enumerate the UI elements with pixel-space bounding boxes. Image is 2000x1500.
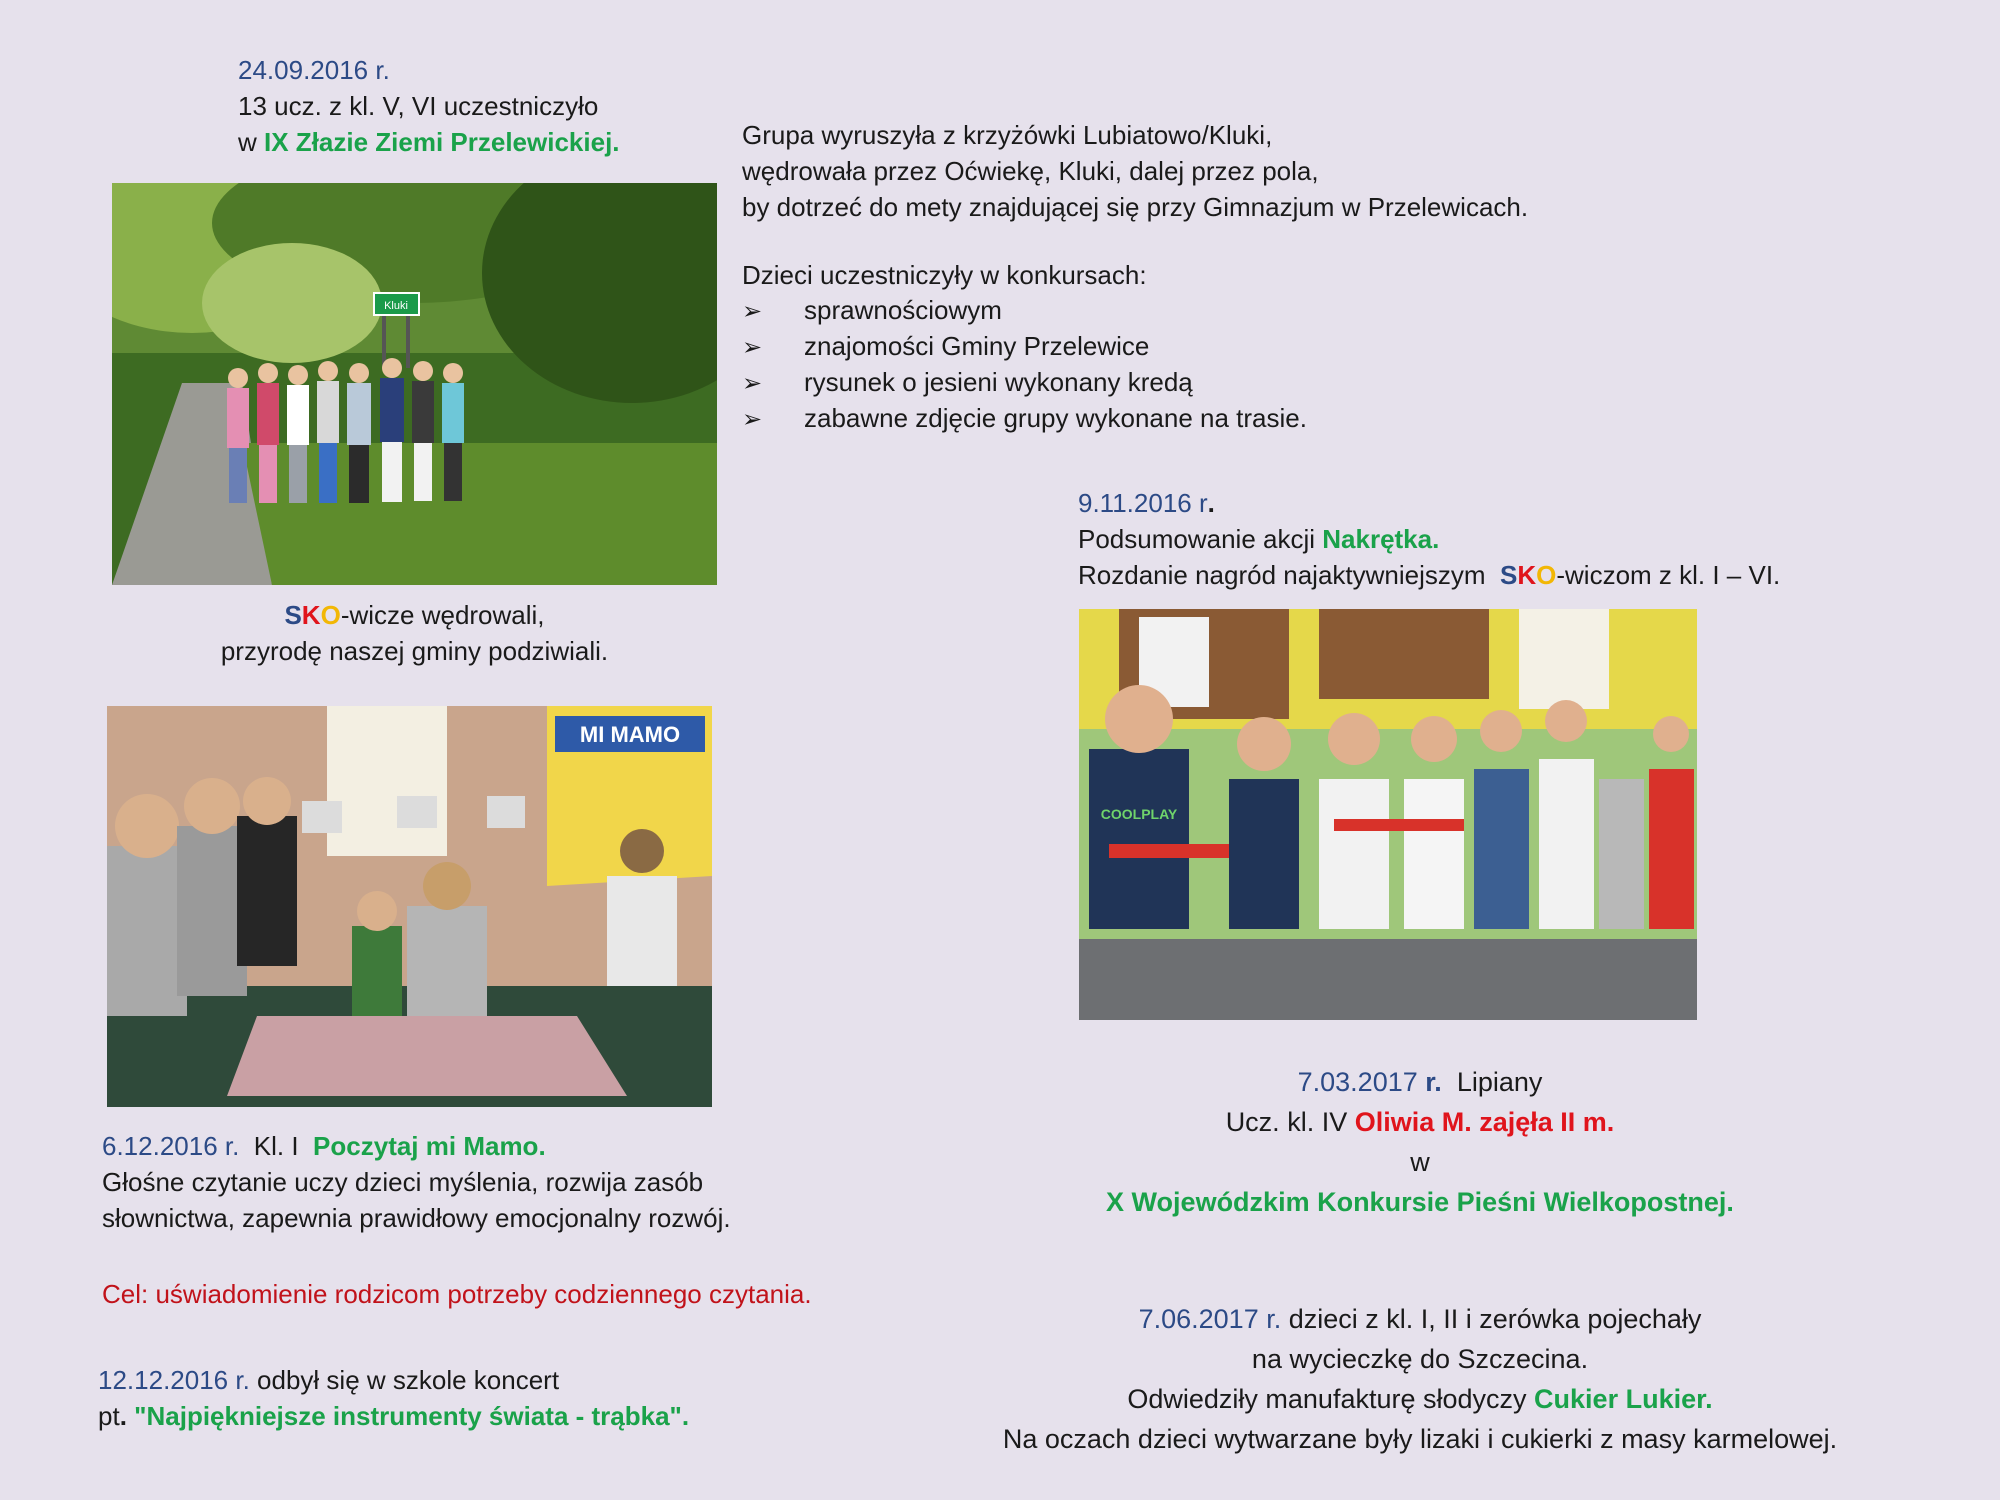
mar-heading: 7.03.2017 r. Lipiany [1297,1067,1543,1097]
event-prefix: w [238,127,257,157]
dec6-text-1: Głośne czytanie uczy dzieci myślenia, rozwija zasób [102,1167,704,1197]
caption-hike [112,597,717,669]
route-line-3: by dotrzeć do mety znajdującej się przy Gimnazjum w Przelewicach. [742,192,1529,222]
section-dec6-2016 [102,1128,812,1312]
route-line-2: wędrowała przez Oćwiekę, Kluki, dalej przez pola, [742,156,1319,186]
event-line [238,124,620,160]
section-nov-2016 [1078,485,1780,593]
sign-text: Kluki [384,300,408,312]
shirt-text: COOLPLAY [1100,806,1178,822]
photo-hike-group [112,183,717,585]
jun-line-3: Odwiedziły manufakturę słodyczy Cukier Lukier. [1127,1384,1713,1414]
caption-line-1: SKO-wicze wędrowali, [284,600,545,630]
photo-reading-session [107,706,712,1107]
bullet-arrow-icon: ➢ [742,298,763,325]
list-item: ➢ zabawne zdjęcie grupy wykonane na trasie. [742,401,1307,437]
route-line-1: Grupa wyruszyła z krzyżówki Lubiatowo/Kluki, [742,120,1273,150]
contests-list [742,293,1307,437]
section-sept-2016 [238,52,620,160]
contests-block [742,257,1307,437]
dec6-heading: 6.12.2016 r. Kl. I Poczytaj mi Mamo. [102,1131,546,1161]
mar-result-line: Ucz. kl. IV Oliwia M. zajęła II m. [1225,1107,1615,1137]
event-name: IX Złazie Ziemi Przelewickiej. [264,127,620,157]
list-item: ➢ znajomości Gminy Przelewice [742,329,1307,365]
nov-date: 9.11.2016 r. [1078,488,1215,518]
banner-text: MI MAMO [579,722,681,747]
nov-line-1: Podsumowanie akcji Nakrętka. [1078,524,1440,554]
nov-line-2: Rozdanie nagród najaktywniejszym SKO-wiczom z kl. I – VI. [1078,560,1781,590]
participants-text: 13 ucz. z kl. V, VI uczestniczyło [238,91,599,121]
dec6-goal: Cel: uświadomienie rodzicom potrzeby codziennego czytania. [102,1279,812,1309]
date-label: 24.09.2016 r. [238,55,390,85]
contests-intro: Dzieci uczestniczyły w konkursach: [742,260,1147,290]
list-item: ➢ sprawnościowym [742,293,1307,329]
caption-line-2: przyrodę naszej gminy podziwiali. [220,636,609,666]
list-item: ➢ rysunek o jesieni wykonany kredą [742,365,1307,401]
jun-line-2: na wycieczkę do Szczecina. [1251,1344,1589,1374]
route-description [742,117,1528,225]
section-jun-2017 [900,1299,1940,1459]
dec12-line-2: pt. "Najpiękniejsze instrumenty świata - trąbka". [98,1401,690,1431]
section-dec12-2016 [98,1362,689,1434]
dec12-line-1: 12.12.2016 r. odbył się w szkole koncert [98,1365,560,1395]
bullet-arrow-icon: ➢ [742,406,763,433]
mar-w: w [1410,1147,1430,1177]
jun-line-4: Na oczach dzieci wytwarzane były lizaki i cukierki z masy karmelowej. [1002,1424,1838,1454]
bullet-arrow-icon: ➢ [742,334,763,361]
section-mar-2017 [900,1062,1940,1222]
mar-contest-line: X Wojewódzkim Konkursie Pieśni Wielkopostnej. [1106,1187,1734,1217]
jun-line-1: 7.06.2017 r. dzieci z kl. I, II i zerówka pojechały [1138,1304,1702,1334]
bullet-arrow-icon: ➢ [742,370,763,397]
photo-award-ceremony [1079,609,1697,1020]
dec6-text-2: słownictwa, zapewnia prawidłowy emocjonalny rozwój. [102,1203,731,1233]
